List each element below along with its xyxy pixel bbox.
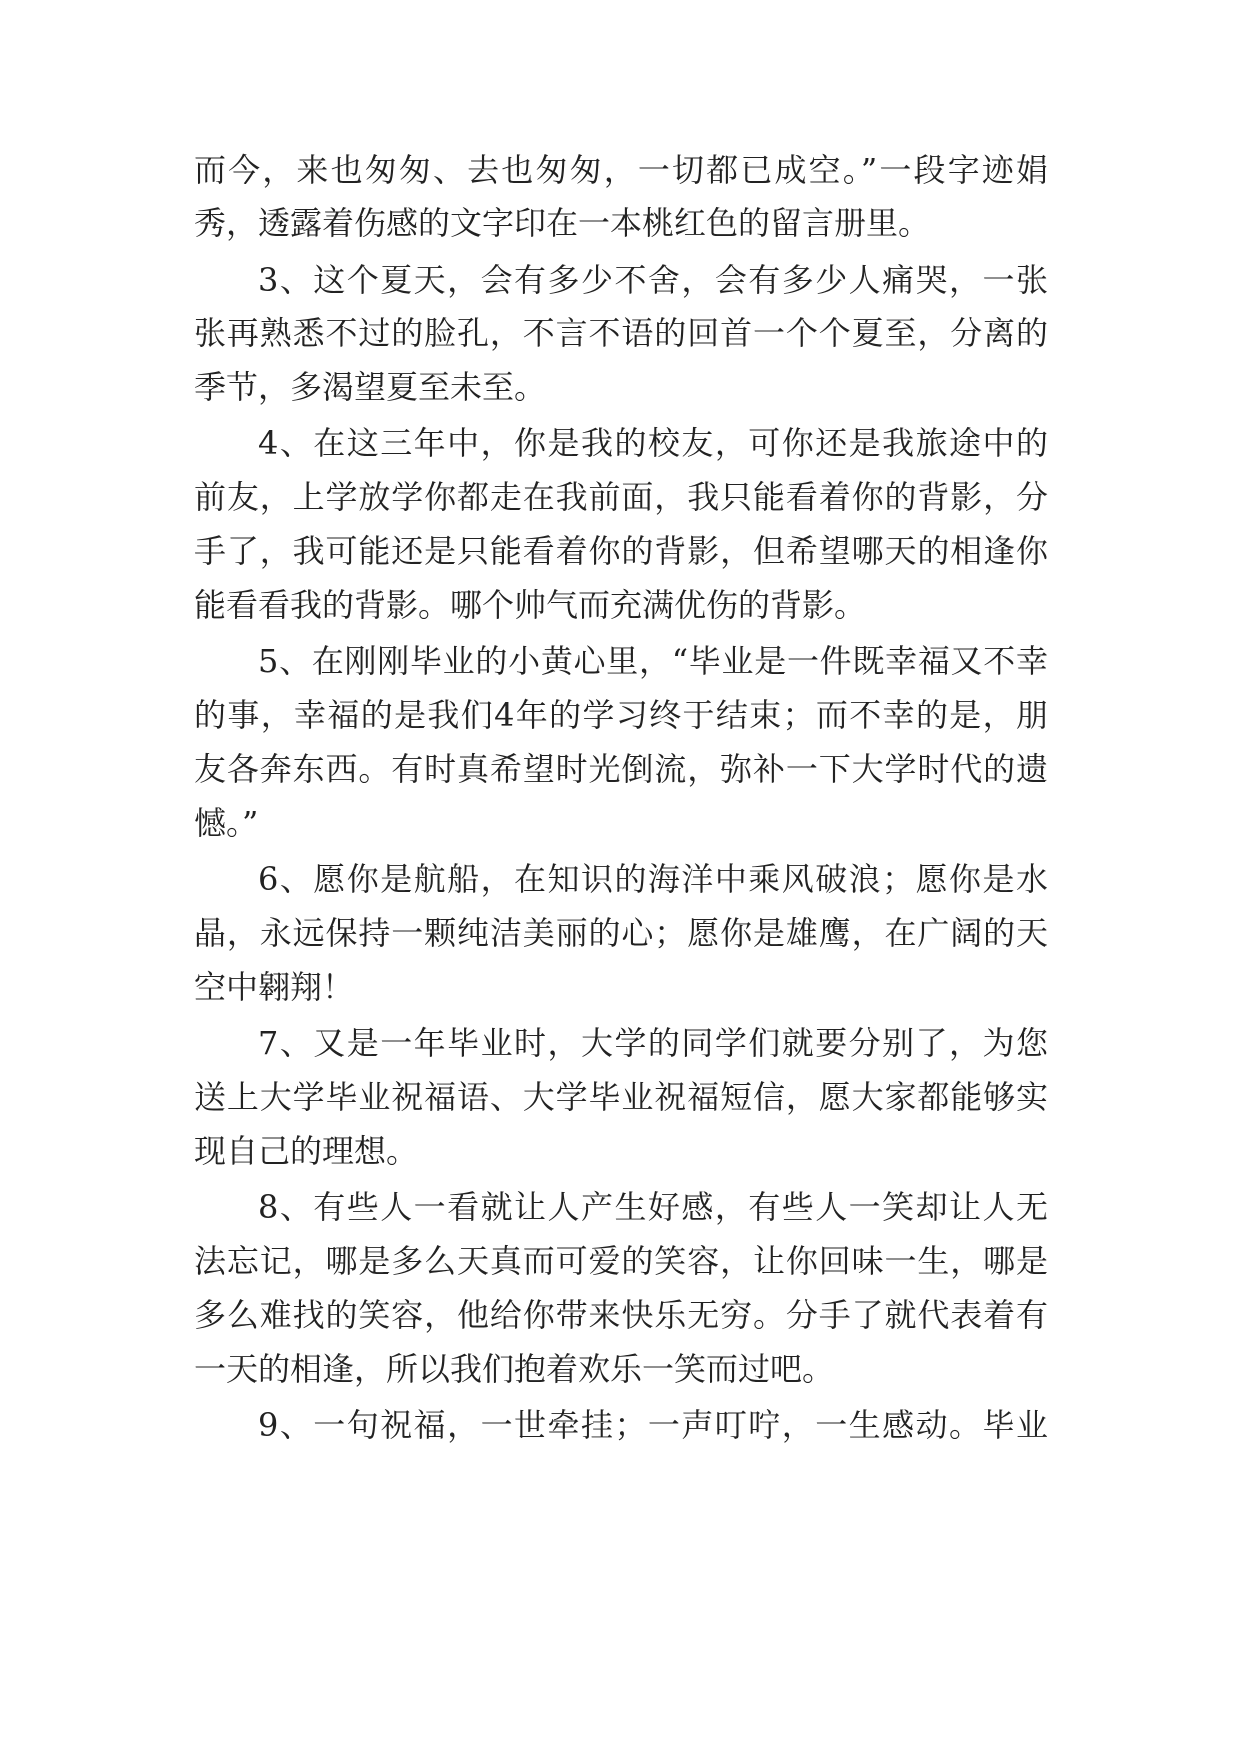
text-line bbox=[258, 423, 1048, 463]
text-line bbox=[194, 477, 1048, 517]
text-line-content: 多么难找的笑容，他给你带来快乐无穷。分手了就代表着有 bbox=[194, 1296, 1048, 1334]
text-line-content: 的事，幸福的是我们4年的学习终于结束；而不幸的是，朋 bbox=[194, 696, 1048, 734]
text-line bbox=[194, 1131, 418, 1171]
text-line-content: 8、有些人一看就让人产生好感，有些人一笑却让人无 bbox=[258, 1188, 1048, 1226]
text-line bbox=[194, 585, 866, 625]
text-line bbox=[258, 260, 1048, 300]
text-line-content: 送上大学毕业祝福语、大学毕业祝福短信，愿大家都能够实 bbox=[194, 1078, 1048, 1116]
text-line bbox=[194, 913, 1048, 953]
text-line-content: 季节，多渴望夏至未至。 bbox=[194, 368, 547, 406]
text-line-content: 友各奔东西。有时真希望时光倒流，弥补一下大学时代的遗 bbox=[194, 750, 1048, 788]
text-line bbox=[194, 695, 1048, 735]
text-line bbox=[258, 1023, 1048, 1063]
text-line-content: 空中翱翔！ bbox=[194, 968, 355, 1006]
text-line bbox=[194, 1241, 1048, 1281]
text-line-content: 秀，透露着伤感的文字印在一本桃红色的留言册里。 bbox=[194, 204, 931, 242]
text-line bbox=[258, 641, 1048, 681]
text-line bbox=[194, 1077, 1048, 1117]
text-line bbox=[258, 859, 1048, 899]
text-line-content: 法忘记，哪是多么天真而可爱的笑容，让你回味一生，哪是 bbox=[194, 1242, 1048, 1280]
text-line bbox=[194, 803, 258, 843]
text-line-content: 3、这个夏天，会有多少不舍，会有多少人痛哭，一张 bbox=[258, 261, 1048, 299]
text-line bbox=[194, 967, 354, 1007]
text-line bbox=[194, 749, 1048, 789]
text-line-content: 张再熟悉不过的脸孔，不言不语的回首一个个夏至，分离的 bbox=[194, 314, 1048, 352]
text-line-content: 4、在这三年中，你是我的校友，可你还是我旅途中的 bbox=[258, 424, 1048, 462]
text-line-content: 6、愿你是航船，在知识的海洋中乘风破浪；愿你是水 bbox=[258, 860, 1048, 898]
text-line-content: 能看看我的背影。哪个帅气而充满优伤的背影。 bbox=[194, 586, 867, 624]
text-line bbox=[194, 150, 1048, 190]
text-line-content: 前友，上学放学你都走在我前面，我只能看着你的背影，分 bbox=[194, 478, 1048, 516]
text-line bbox=[194, 1349, 834, 1389]
text-line-content: 9、一句祝福，一世牵挂；一声叮咛，一生感动。毕业 bbox=[258, 1406, 1048, 1444]
text-line-content: 一天的相逢，所以我们抱着欢乐一笑而过吧。 bbox=[194, 1350, 835, 1388]
text-line bbox=[258, 1405, 1048, 1445]
text-line-content: 现自己的理想。 bbox=[194, 1132, 419, 1170]
text-line bbox=[194, 531, 1048, 571]
text-line bbox=[194, 1295, 1048, 1335]
text-line-content: 憾。” bbox=[194, 804, 259, 842]
text-line-content: 5、在刚刚毕业的小黄心里，“毕业是一件既幸福又不幸 bbox=[258, 642, 1048, 680]
text-line bbox=[258, 1187, 1048, 1227]
text-line bbox=[194, 313, 1048, 353]
text-line bbox=[194, 367, 546, 407]
text-line bbox=[194, 203, 930, 243]
text-line-content: 7、又是一年毕业时，大学的同学们就要分别了，为您 bbox=[258, 1024, 1048, 1062]
text-line-content: 手了，我可能还是只能看着你的背影，但希望哪天的相逢你 bbox=[194, 532, 1048, 570]
text-line-content: 而今，来也匆匆、去也匆匆，一切都已成空。”一段字迹娟 bbox=[194, 151, 1048, 189]
text-line-content: 晶，永远保持一颗纯洁美丽的心；愿你是雄鹰，在广阔的天 bbox=[194, 914, 1048, 952]
